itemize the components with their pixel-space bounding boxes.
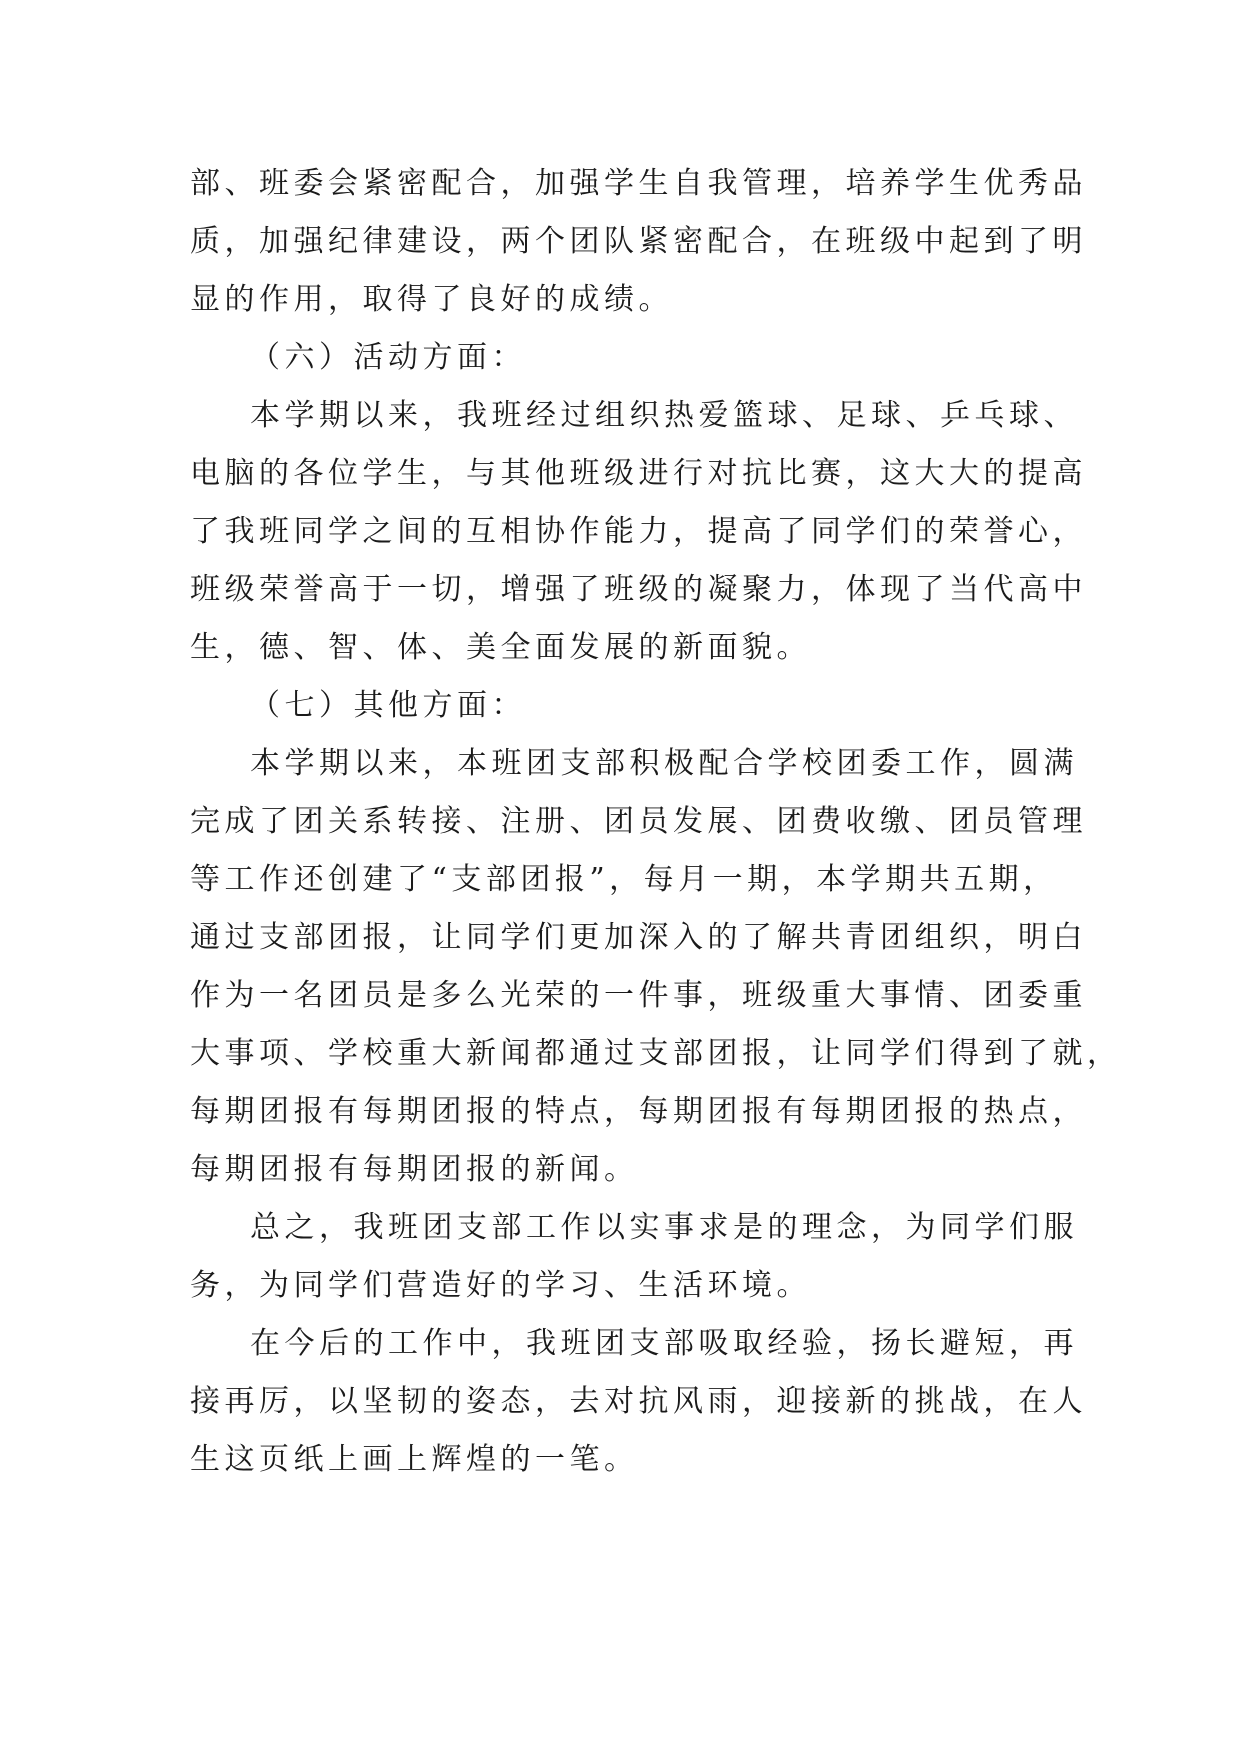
- paragraph-line: 显的作用，取得了良好的成绩。: [190, 282, 673, 317]
- paragraph-line: 每期团报有每期团报的特点，每期团报有每期团报的热点，: [190, 1094, 1087, 1129]
- paragraph-line: 生，德、智、体、美全面发展的新面貌。: [190, 630, 811, 665]
- paragraph-line: 通过支部团报，让同学们更加深入的了解共青团组织，明白: [190, 920, 1087, 955]
- paragraph-line: 接再厉，以坚韧的姿态，去对抗风雨，迎接新的挑战，在人: [190, 1384, 1087, 1419]
- paragraph-line: 生这页纸上画上辉煌的一笔。: [190, 1442, 639, 1477]
- paragraph-line: 本学期以来，我班经过组织热爱篮球、足球、乒乓球、: [250, 398, 1078, 433]
- paragraph-line: 每期团报有每期团报的新闻。: [190, 1152, 639, 1187]
- paragraph-line: 部、班委会紧密配合，加强学生自我管理，培养学生优秀品: [190, 166, 1087, 201]
- paragraph-line: 在今后的工作中，我班团支部吸取经验，扬长避短，再: [250, 1326, 1078, 1361]
- paragraph-line: 作为一名团员是多么光荣的一件事，班级重大事情、团委重: [190, 978, 1087, 1013]
- section-heading: （六）活动方面：: [250, 340, 526, 375]
- paragraph-line: 了我班同学之间的互相协作能力，提高了同学们的荣誉心，: [190, 514, 1087, 549]
- paragraph-line: 班级荣誉高于一切，增强了班级的凝聚力，体现了当代高中: [190, 572, 1087, 607]
- paragraph-line: 质，加强纪律建设，两个团队紧密配合，在班级中起到了明: [190, 224, 1087, 259]
- paragraph-line: 电脑的各位学生，与其他班级进行对抗比赛，这大大的提高: [190, 456, 1087, 491]
- paragraph-line: 等工作还创建了“支部团报”，每月一期，本学期共五期，: [190, 862, 1058, 897]
- paragraph-line: 完成了团关系转接、注册、团员发展、团费收缴、团员管理: [190, 804, 1087, 839]
- paragraph-line: 大事项、学校重大新闻都通过支部团报，让同学们得到了就，: [190, 1036, 1122, 1071]
- paragraph-line: 总之，我班团支部工作以实事求是的理念，为同学们服: [250, 1210, 1078, 1245]
- paragraph-line: 务，为同学们营造好的学习、生活环境。: [190, 1268, 811, 1303]
- section-heading: （七）其他方面：: [250, 688, 526, 723]
- paragraph-line: 本学期以来，本班团支部积极配合学校团委工作，圆满: [250, 746, 1078, 781]
